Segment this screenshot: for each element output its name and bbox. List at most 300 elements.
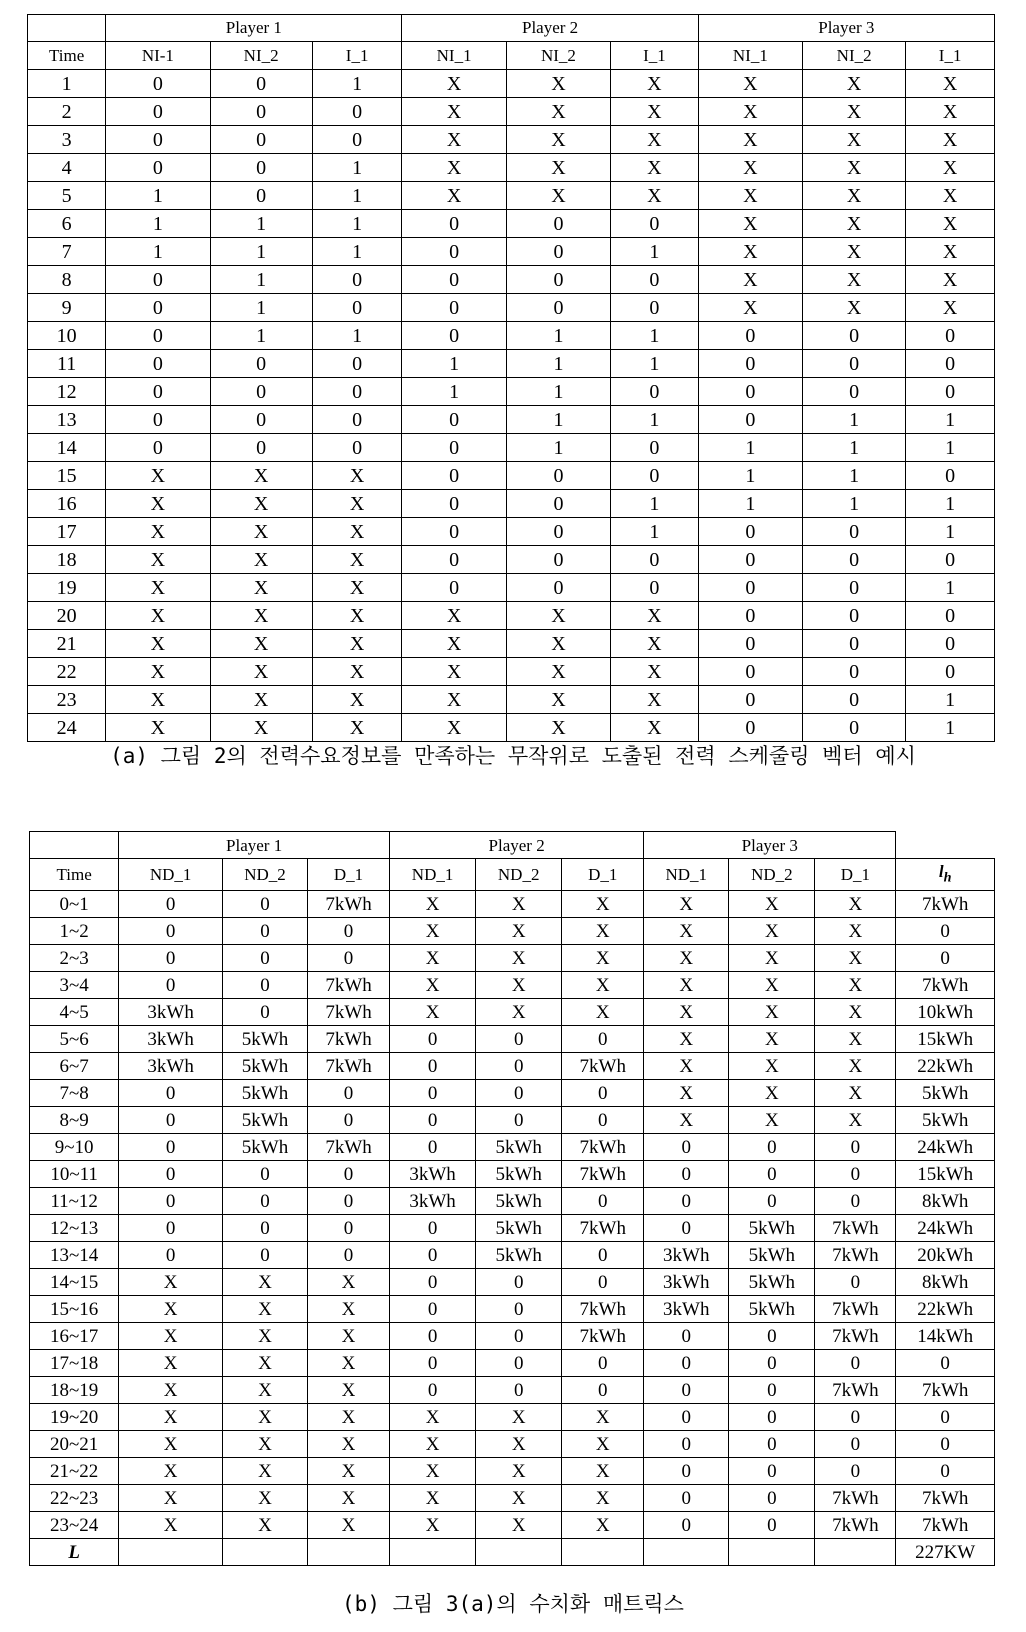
value-cell: 1 <box>803 462 906 490</box>
value-cell: X <box>402 182 506 210</box>
value-cell: X <box>803 98 906 126</box>
value-cell: 0 <box>476 1026 562 1053</box>
value-cell: 0 <box>698 546 802 574</box>
value-cell: X <box>562 1431 644 1458</box>
value-cell: 1 <box>506 406 610 434</box>
value-cell: X <box>402 70 506 98</box>
value-cell: 0 <box>803 350 906 378</box>
column-header: D_1 <box>815 859 896 891</box>
value-cell: 0 <box>698 686 802 714</box>
value-cell: 0 <box>906 658 995 686</box>
value-cell: X <box>106 602 210 630</box>
value-cell: 0 <box>390 1296 476 1323</box>
value-cell: 1 <box>210 210 312 238</box>
value-cell: 0 <box>906 350 995 378</box>
value-cell: X <box>308 1296 390 1323</box>
value-cell: 7kWh <box>896 972 995 999</box>
value-cell: 5kWh <box>222 1026 307 1053</box>
value-cell: 0 <box>312 350 402 378</box>
value-cell: X <box>312 546 402 574</box>
time-header: Time <box>30 859 119 891</box>
value-cell: X <box>476 945 562 972</box>
value-cell: 0 <box>644 1188 729 1215</box>
value-cell: 0 <box>119 1242 223 1269</box>
value-cell: X <box>476 999 562 1026</box>
value-cell: 0 <box>729 1350 815 1377</box>
value-cell: X <box>476 1485 562 1512</box>
value-cell: X <box>611 126 699 154</box>
value-cell: 0 <box>390 1323 476 1350</box>
value-cell: X <box>222 1458 307 1485</box>
value-cell: 0 <box>476 1107 562 1134</box>
value-cell: X <box>815 945 896 972</box>
table-row <box>30 972 995 999</box>
value-cell: 0 <box>402 574 506 602</box>
value-cell: X <box>506 602 610 630</box>
value-cell: 0 <box>644 1404 729 1431</box>
value-cell: 14kWh <box>896 1323 995 1350</box>
value-cell: X <box>390 1404 476 1431</box>
player-header-row <box>30 832 995 859</box>
time-cell: 17 <box>28 518 106 546</box>
table-row <box>28 434 995 462</box>
value-cell: 0 <box>611 210 699 238</box>
value-cell: 1 <box>402 350 506 378</box>
table-row <box>28 126 995 154</box>
value-cell: 0 <box>644 1458 729 1485</box>
value-cell: 7kWh <box>815 1485 896 1512</box>
value-cell: 0 <box>106 98 210 126</box>
table-row <box>30 1431 995 1458</box>
table-row <box>30 1215 995 1242</box>
time-cell: 21 <box>28 630 106 658</box>
value-cell: 0 <box>729 1188 815 1215</box>
value-cell: 0 <box>402 266 506 294</box>
value-cell: X <box>308 1485 390 1512</box>
value-cell: 0 <box>815 1458 896 1485</box>
table-row <box>30 1296 995 1323</box>
value-cell: 0 <box>906 546 995 574</box>
value-cell: 3kWh <box>390 1188 476 1215</box>
player-1-header: Player 1 <box>106 15 402 42</box>
value-cell: 1 <box>803 490 906 518</box>
value-cell: X <box>803 182 906 210</box>
value-cell: 1 <box>611 238 699 266</box>
value-cell: X <box>119 1350 223 1377</box>
value-cell: X <box>644 918 729 945</box>
value-cell: X <box>644 891 729 918</box>
value-cell: X <box>222 1350 307 1377</box>
value-cell: X <box>390 891 476 918</box>
value-cell: 0 <box>906 378 995 406</box>
value-cell: 0 <box>222 945 307 972</box>
value-cell: X <box>312 462 402 490</box>
value-cell: X <box>803 70 906 98</box>
value-cell: 0 <box>119 1107 223 1134</box>
time-cell: 15~16 <box>30 1296 119 1323</box>
value-cell: 3kWh <box>119 1026 223 1053</box>
value-cell: 1 <box>698 490 802 518</box>
value-cell: 0 <box>106 70 210 98</box>
value-cell: 1 <box>611 518 699 546</box>
value-cell: 0 <box>308 1080 390 1107</box>
value-cell: 1 <box>698 434 802 462</box>
value-cell: 5kWh <box>476 1215 562 1242</box>
table-row <box>30 1026 995 1053</box>
time-cell: 19~20 <box>30 1404 119 1431</box>
value-cell: X <box>803 238 906 266</box>
value-cell: 0 <box>506 518 610 546</box>
value-cell: 0 <box>308 1161 390 1188</box>
value-cell: 3kWh <box>644 1269 729 1296</box>
column-header: NI_2 <box>210 42 312 70</box>
value-cell: X <box>506 630 610 658</box>
table-row <box>30 1458 995 1485</box>
value-cell: X <box>562 999 644 1026</box>
value-cell: 0 <box>644 1350 729 1377</box>
value-cell: X <box>106 630 210 658</box>
time-cell: 18 <box>28 546 106 574</box>
time-cell: 3 <box>28 126 106 154</box>
value-cell: 5kWh <box>729 1215 815 1242</box>
value-cell: 0 <box>698 658 802 686</box>
value-cell: 0 <box>476 1269 562 1296</box>
value-cell: 0 <box>698 602 802 630</box>
value-cell: 15kWh <box>896 1161 995 1188</box>
value-cell: 0 <box>815 1269 896 1296</box>
value-cell: X <box>390 1458 476 1485</box>
value-cell: 5kWh <box>476 1188 562 1215</box>
value-cell: X <box>611 70 699 98</box>
value-cell: 0 <box>210 378 312 406</box>
value-cell: 1 <box>312 210 402 238</box>
value-cell: 0 <box>402 322 506 350</box>
value-cell: X <box>402 630 506 658</box>
value-cell: 7kWh <box>815 1377 896 1404</box>
value-cell: 5kWh <box>222 1080 307 1107</box>
value-cell: 0 <box>222 1188 307 1215</box>
value-cell: X <box>312 658 402 686</box>
value-cell: 0 <box>476 1377 562 1404</box>
value-cell: 0 <box>698 350 802 378</box>
value-cell: X <box>308 1512 390 1539</box>
time-cell: 24 <box>28 714 106 742</box>
value-cell: 7kWh <box>562 1296 644 1323</box>
value-cell: 0 <box>106 378 210 406</box>
value-cell: X <box>611 658 699 686</box>
value-cell: 0 <box>222 891 307 918</box>
value-cell: X <box>803 266 906 294</box>
value-cell: X <box>119 1431 223 1458</box>
time-cell: 8~9 <box>30 1107 119 1134</box>
value-cell: 0 <box>119 1134 223 1161</box>
value-cell: X <box>562 918 644 945</box>
value-cell: 1 <box>906 714 995 742</box>
value-cell: X <box>476 1512 562 1539</box>
value-cell: 0 <box>644 1431 729 1458</box>
column-header: NI-1 <box>106 42 210 70</box>
value-cell: X <box>906 98 995 126</box>
value-cell: X <box>729 1053 815 1080</box>
value-cell: X <box>803 154 906 182</box>
value-cell: X <box>729 945 815 972</box>
value-cell: X <box>611 686 699 714</box>
value-cell: 0 <box>698 322 802 350</box>
corner-cell <box>30 832 119 859</box>
value-cell: X <box>729 1080 815 1107</box>
value-cell: X <box>308 1377 390 1404</box>
value-cell: 1 <box>402 378 506 406</box>
table-row <box>30 1242 995 1269</box>
value-cell: 0 <box>611 378 699 406</box>
value-cell: X <box>210 490 312 518</box>
value-cell: X <box>210 602 312 630</box>
empty-cell <box>562 1539 644 1566</box>
value-cell: 1 <box>312 322 402 350</box>
time-cell: 10~11 <box>30 1161 119 1188</box>
value-cell: 0 <box>729 1512 815 1539</box>
table-row <box>30 1350 995 1377</box>
value-cell: X <box>611 602 699 630</box>
value-cell: 0 <box>476 1350 562 1377</box>
value-cell: 7kWh <box>815 1323 896 1350</box>
value-cell: 0 <box>312 406 402 434</box>
table-row <box>28 518 995 546</box>
empty-cell <box>729 1539 815 1566</box>
value-cell: 7kWh <box>815 1296 896 1323</box>
table-row <box>30 1404 995 1431</box>
time-cell: 6 <box>28 210 106 238</box>
value-cell: 1 <box>312 70 402 98</box>
value-cell: 5kWh <box>896 1107 995 1134</box>
empty-cell <box>308 1539 390 1566</box>
value-cell: 0 <box>611 434 699 462</box>
value-cell: 1 <box>906 574 995 602</box>
empty-cell <box>815 1539 896 1566</box>
value-cell: 0 <box>729 1323 815 1350</box>
value-cell: 7kWh <box>562 1053 644 1080</box>
value-cell: X <box>119 1512 223 1539</box>
time-cell: 16 <box>28 490 106 518</box>
value-cell: X <box>210 462 312 490</box>
value-cell: 0 <box>896 945 995 972</box>
value-cell: 0 <box>896 1431 995 1458</box>
value-cell: X <box>815 1026 896 1053</box>
player-3-header: Player 3 <box>644 832 896 859</box>
value-cell: 0 <box>210 154 312 182</box>
value-cell: 0 <box>644 1512 729 1539</box>
value-cell: 0 <box>506 490 610 518</box>
value-cell: 0 <box>222 918 307 945</box>
value-cell: 0 <box>210 406 312 434</box>
value-cell: X <box>119 1485 223 1512</box>
value-cell: 0 <box>312 126 402 154</box>
value-cell: X <box>506 686 610 714</box>
total-label: L <box>30 1539 119 1566</box>
value-cell: X <box>222 1485 307 1512</box>
value-cell: 0 <box>390 1350 476 1377</box>
value-cell: X <box>119 1323 223 1350</box>
value-cell: X <box>815 999 896 1026</box>
value-cell: X <box>210 630 312 658</box>
value-cell: 0 <box>506 462 610 490</box>
value-cell: X <box>476 891 562 918</box>
value-cell: 22kWh <box>896 1053 995 1080</box>
value-cell: 0 <box>803 714 906 742</box>
table-row <box>28 462 995 490</box>
value-cell: 7kWh <box>896 891 995 918</box>
table-row <box>28 266 995 294</box>
value-cell: 0 <box>308 1242 390 1269</box>
value-cell: 0 <box>896 1350 995 1377</box>
column-header: NI_1 <box>698 42 802 70</box>
table-row <box>28 630 995 658</box>
table-row <box>30 1377 995 1404</box>
time-cell: 17~18 <box>30 1350 119 1377</box>
value-cell: 0 <box>815 1188 896 1215</box>
value-cell: 7kWh <box>562 1215 644 1242</box>
value-cell: X <box>506 714 610 742</box>
value-cell: 0 <box>390 1107 476 1134</box>
value-cell: 0 <box>729 1404 815 1431</box>
value-cell: 0 <box>222 1242 307 1269</box>
table-row <box>28 70 995 98</box>
player-header-row <box>28 15 995 42</box>
value-cell: 7kWh <box>815 1242 896 1269</box>
value-cell: 1 <box>611 490 699 518</box>
value-cell: 0 <box>312 378 402 406</box>
value-cell: 0 <box>390 1134 476 1161</box>
value-cell: 7kWh <box>308 972 390 999</box>
column-header-row <box>30 859 995 891</box>
value-cell: 0 <box>698 574 802 602</box>
value-cell: 8kWh <box>896 1269 995 1296</box>
value-cell: 0 <box>390 1080 476 1107</box>
value-cell: 0 <box>106 350 210 378</box>
player-2-header: Player 2 <box>402 15 698 42</box>
value-cell: 0 <box>222 999 307 1026</box>
value-cell: X <box>506 98 610 126</box>
time-cell: 5~6 <box>30 1026 119 1053</box>
time-cell: 12~13 <box>30 1215 119 1242</box>
table-row <box>28 546 995 574</box>
time-cell: 10 <box>28 322 106 350</box>
time-cell: 11~12 <box>30 1188 119 1215</box>
value-cell: X <box>106 462 210 490</box>
value-cell: 0 <box>698 630 802 658</box>
value-cell: 0 <box>506 546 610 574</box>
value-cell: 0 <box>476 1296 562 1323</box>
value-cell: 1 <box>611 322 699 350</box>
time-cell: 12 <box>28 378 106 406</box>
column-header: I_1 <box>906 42 995 70</box>
value-cell: X <box>119 1269 223 1296</box>
value-cell: 1 <box>312 238 402 266</box>
time-cell: 23~24 <box>30 1512 119 1539</box>
value-cell: 5kWh <box>729 1269 815 1296</box>
time-cell: 19 <box>28 574 106 602</box>
value-cell: 5kWh <box>476 1134 562 1161</box>
value-cell: X <box>312 602 402 630</box>
column-header: D_1 <box>562 859 644 891</box>
value-cell: 7kWh <box>562 1134 644 1161</box>
time-cell: 13~14 <box>30 1242 119 1269</box>
value-cell: 0 <box>644 1215 729 1242</box>
value-cell: 8kWh <box>896 1188 995 1215</box>
column-header: ND_2 <box>729 859 815 891</box>
value-cell: 0 <box>815 1431 896 1458</box>
value-cell: 1 <box>210 238 312 266</box>
time-cell: 5 <box>28 182 106 210</box>
value-cell: 0 <box>222 1161 307 1188</box>
value-cell: X <box>312 574 402 602</box>
time-cell: 22 <box>28 658 106 686</box>
table-row <box>30 1080 995 1107</box>
table-row <box>28 602 995 630</box>
value-cell: 0 <box>611 546 699 574</box>
value-cell: 1 <box>506 434 610 462</box>
value-cell: X <box>106 714 210 742</box>
value-cell: 1 <box>210 322 312 350</box>
value-cell: X <box>119 1458 223 1485</box>
column-header: ND_1 <box>390 859 476 891</box>
value-cell: X <box>815 1053 896 1080</box>
value-cell: 0 <box>611 266 699 294</box>
value-cell: 5kWh <box>896 1080 995 1107</box>
value-cell: 7kWh <box>308 999 390 1026</box>
value-cell: X <box>222 1431 307 1458</box>
value-cell: X <box>210 518 312 546</box>
column-header: NI_2 <box>506 42 610 70</box>
value-cell: 0 <box>803 546 906 574</box>
value-cell: 0 <box>390 1377 476 1404</box>
value-cell: 0 <box>476 1053 562 1080</box>
value-cell: X <box>906 70 995 98</box>
value-cell: 0 <box>803 322 906 350</box>
time-cell: 3~4 <box>30 972 119 999</box>
table-row <box>28 658 995 686</box>
value-cell: 7kWh <box>308 891 390 918</box>
value-cell: X <box>611 154 699 182</box>
column-header: I_1 <box>312 42 402 70</box>
value-cell: X <box>698 154 802 182</box>
value-cell: X <box>210 714 312 742</box>
value-cell: X <box>644 999 729 1026</box>
value-cell: 0 <box>729 1161 815 1188</box>
value-cell: X <box>390 999 476 1026</box>
value-cell: X <box>476 1404 562 1431</box>
value-cell: 7kWh <box>562 1323 644 1350</box>
column-header: ND_2 <box>222 859 307 891</box>
value-cell: X <box>729 1107 815 1134</box>
value-cell: 0 <box>476 1323 562 1350</box>
value-cell: 0 <box>119 945 223 972</box>
value-cell: X <box>815 1080 896 1107</box>
value-cell: 0 <box>402 546 506 574</box>
value-cell: 1 <box>906 406 995 434</box>
value-cell: 5kWh <box>729 1242 815 1269</box>
value-cell: X <box>644 945 729 972</box>
value-cell: X <box>906 238 995 266</box>
value-cell: X <box>222 1377 307 1404</box>
value-cell: 0 <box>210 434 312 462</box>
value-cell: 0 <box>210 350 312 378</box>
value-cell: 0 <box>562 1026 644 1053</box>
table-row <box>28 210 995 238</box>
time-cell: 20 <box>28 602 106 630</box>
value-cell: 0 <box>308 945 390 972</box>
value-cell: X <box>611 182 699 210</box>
